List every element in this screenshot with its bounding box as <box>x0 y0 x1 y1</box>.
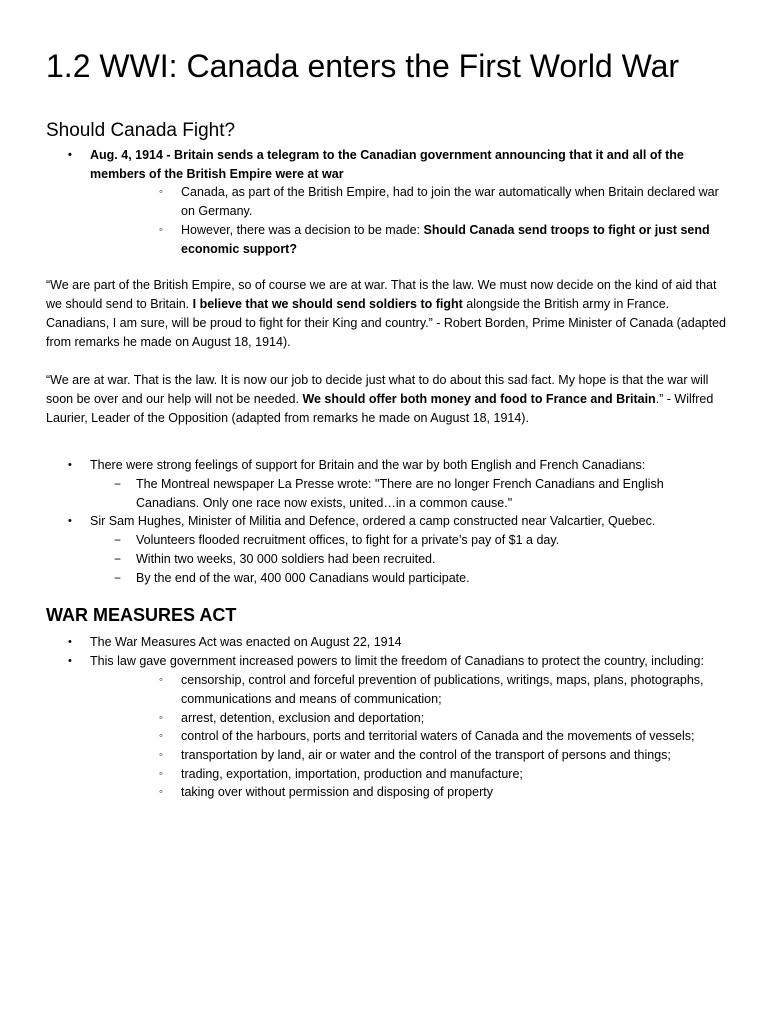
list-item: ◦ arrest, detention, exclusion and deportation; <box>181 709 721 728</box>
quote-text: “We are part of the British Empire, so of course we are at war. That is the law. We must now decide on the kind of aid that we should send to Britain. <box>46 278 717 311</box>
list-item-text: However, there was a decision to be made: <box>181 223 424 237</box>
list-item: • Sir Sam Hughes, Minister of Militia and Defence, ordered a camp constructed near Valcartier, Quebec. <box>90 512 730 531</box>
list-item: ◦ control of the harbours, ports and territorial waters of Canada and the movements of vessels; <box>181 727 721 746</box>
list-item: − By the end of the war, 400 000 Canadians would participate. <box>136 569 696 588</box>
list-item: • This law gave government increased powers to limit the freedom of Canadians to protect the country, including: <box>90 652 730 671</box>
list-item <box>181 221 721 259</box>
list-item: • Aug. 4, 1914 - Britain sends a telegram to the Canadian government announcing that it and all of the members of the British Empire were at war <box>90 146 730 184</box>
quote-text: “We are at war. That is the law. It is now our job to decide just what to do about this sad fact. My hope is that the war will soon be over and our help will not be needed. <box>46 373 709 406</box>
list-item: − The Montreal newspaper La Presse wrote: "There are no longer French Canadians and English Canadians. Only one race now exists, united…in a common cause." <box>136 475 696 513</box>
section-heading-should-canada-fight: Should Canada Fight? <box>46 120 236 141</box>
list-item: • The War Measures Act was enacted on August 22, 1914 <box>90 633 730 652</box>
page-title: 1.2 WWI: Canada enters the First World War <box>46 48 680 84</box>
list-item: − Volunteers flooded recruitment offices, to fight for a private’s pay of $1 a day. <box>136 531 696 550</box>
quote-text: alongside the British army in France. Canadians, I am sure, will be proud to fight for their King and country.” - Robert Borden, Prime Minister of Canada (adapted from remarks he made on August 18, 1914). <box>46 297 726 349</box>
list-item: ◦ transportation by land, air or water and the control of the transport of persons and things; <box>181 746 721 765</box>
list-item: ◦ Canada, as part of the British Empire, had to join the war automatically when Britain declared war on Germany. <box>181 183 721 221</box>
list-item: ◦ censorship, control and forceful prevention of publications, writings, maps, plans, photographs, communications and means of communication; <box>181 671 721 709</box>
quote-laurier <box>46 371 726 428</box>
list-item: − Within two weeks, 30 000 soldiers had been recruited. <box>136 550 696 569</box>
list-item: ◦ trading, exportation, importation, production and manufacture; <box>181 765 721 784</box>
quote-bold-text: We should offer both money and food to France and Britain <box>302 392 656 406</box>
quote-bold-text: I believe that we should send soldiers to fight <box>192 297 463 311</box>
list-item: ◦ taking over without permission and disposing of property <box>181 783 721 802</box>
list-item: • There were strong feelings of support for Britain and the war by both English and French Canadians: <box>90 456 730 475</box>
list-item-bold-text: Should Canada send troops to fight or just send economic support? <box>181 223 710 256</box>
quote-text: .” - Wilfred Laurier, Leader of the Opposition (adapted from remarks he made on August 18, 1914). <box>46 392 714 425</box>
section-heading-war-measures-act: WAR MEASURES ACT <box>46 605 237 625</box>
quote-borden <box>46 276 726 352</box>
